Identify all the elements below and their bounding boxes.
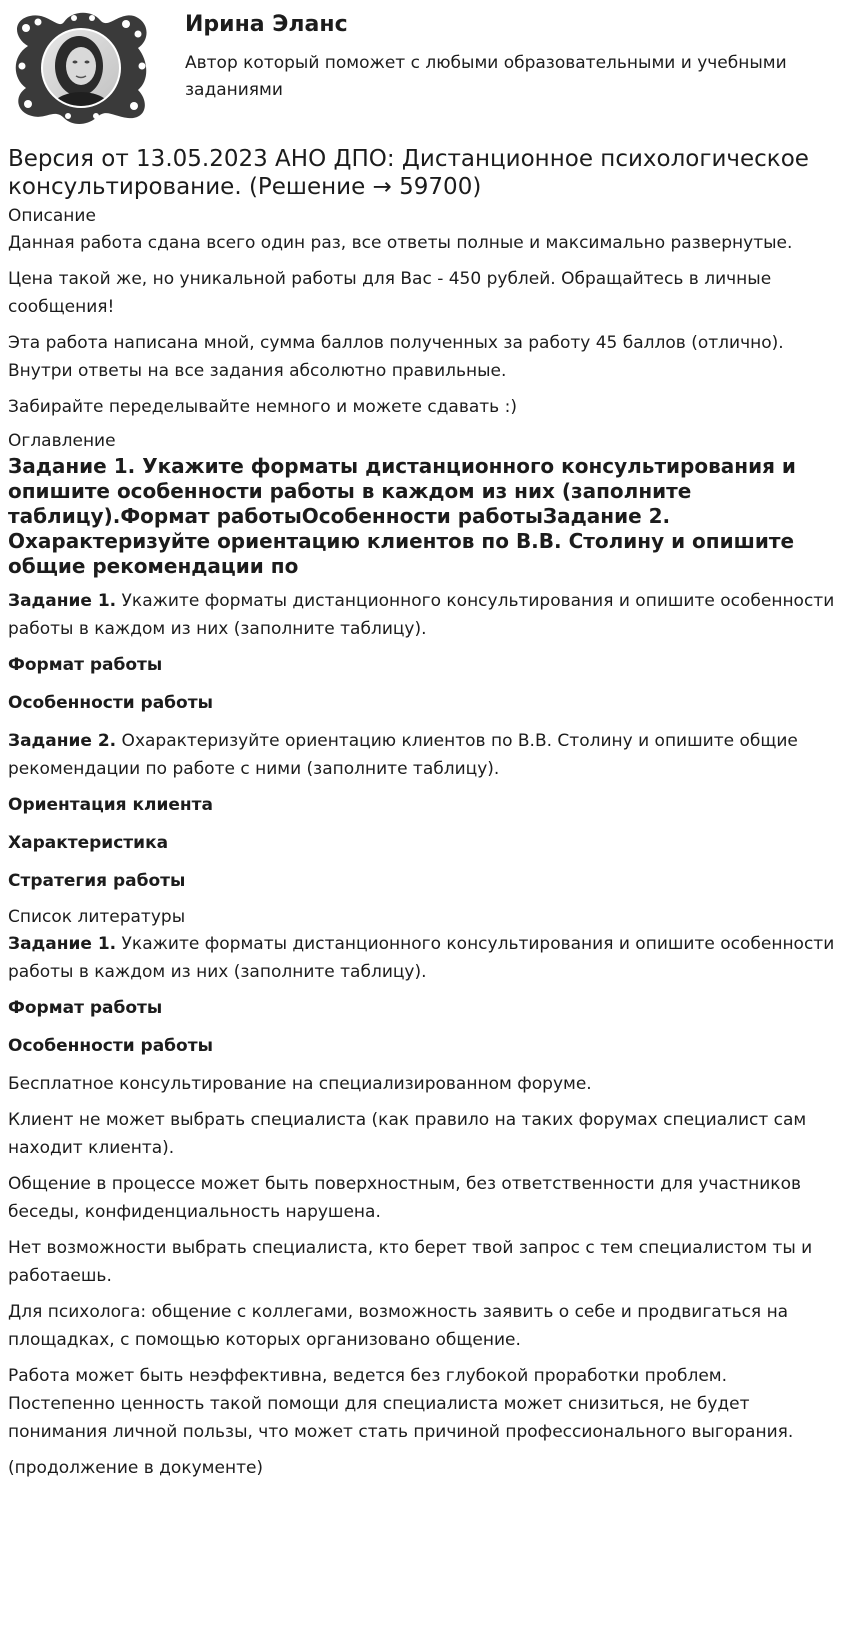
task-paragraph	[8, 930, 838, 986]
document-content	[8, 145, 838, 1490]
description-label: Описание	[8, 206, 96, 226]
body-paragraph: Работа может быть неэффективна, ведется без глубокой проработки проблем. Постепенно ценность такой помощи для специалиста может снизиться, не будет понимания личной пользы, что может стать причиной профессионального выгорания.	[8, 1366, 794, 1442]
author-avatar[interactable]	[8, 8, 154, 124]
task-label: Задание 1.	[8, 934, 117, 954]
toc-label: Оглавление	[8, 431, 116, 451]
task-text: Укажите форматы дистанционного консультирования и опишите особенности работы в каждом из них (заполните таблицу).	[8, 934, 835, 982]
table-header: Ориентация клиента	[8, 795, 213, 815]
task-label: Задание 1.	[8, 591, 117, 611]
literature-label: Список литературы	[8, 907, 186, 927]
table-header: Стратегия работы	[8, 871, 186, 891]
author-description: Автор который поможет с любыми образовательными и учебными заданиями	[185, 53, 787, 100]
description-paragraph: Цена такой же, но уникальной работы для Вас - 450 рублей. Обращайтесь в личные сообщения!	[8, 269, 772, 317]
task-paragraph	[8, 727, 838, 783]
author-name[interactable]: Ирина Эланс	[185, 12, 348, 37]
table-header: Формат работы	[8, 998, 163, 1018]
task-text: Охарактеризуйте ориентацию клиентов по В.В. Столину и опишите общие рекомендации по работе с ними (заполните таблицу).	[8, 731, 798, 779]
task-text: Укажите форматы дистанционного консультирования и опишите особенности работы в каждом из них (заполните таблицу).	[8, 591, 835, 639]
body-paragraph: Бесплатное консультирование на специализированном форуме.	[8, 1074, 592, 1094]
toc-text: Задание 1. Укажите форматы дистанционного консультирования и опишите особенности работы в каждом из них (заполните таблицу).Формат работыОсобенности работыЗадание 2. Охарактеризуйте ориентацию клиентов по В.В. Столину и опишите общие рекомендации по	[8, 454, 796, 578]
continuation-note: (продолжение в документе)	[8, 1458, 264, 1478]
table-header: Особенности работы	[8, 1036, 213, 1056]
body-paragraph: Клиент не может выбрать специалиста (как правило на таких форумах специалист сам находит клиента).	[8, 1110, 807, 1158]
description-paragraph: Данная работа сдана всего один раз, все ответы полные и максимально развернутые.	[8, 233, 793, 253]
body-paragraph: Общение в процессе может быть поверхностным, без ответственности для участников беседы, конфиденциальность нарушена.	[8, 1174, 801, 1222]
table-header: Формат работы	[8, 655, 163, 675]
task-label: Задание 2.	[8, 731, 117, 751]
document-title: Версия от 13.05.2023 АНО ДПО: Дистанционное психологическое консультирование. (Решение → 59700)	[8, 146, 809, 200]
description-paragraph: Эта работа написана мной, сумма баллов полученных за работу 45 баллов (отлично). Внутри ответы на все задания абсолютно правильные.	[8, 333, 784, 381]
body-paragraph: Нет возможности выбрать специалиста, кто берет твой запрос с тем специалистом ты и работаешь.	[8, 1238, 813, 1286]
description-paragraph: Забирайте переделывайте немного и можете сдавать :)	[8, 397, 517, 417]
body-paragraph: Для психолога: общение с коллегами, возможность заявить о себе и продвигаться на площадках, с помощью которых организовано общение.	[8, 1302, 789, 1350]
table-header: Характеристика	[8, 833, 169, 853]
table-header: Особенности работы	[8, 693, 213, 713]
task-paragraph	[8, 587, 838, 643]
author-header	[8, 8, 838, 126]
